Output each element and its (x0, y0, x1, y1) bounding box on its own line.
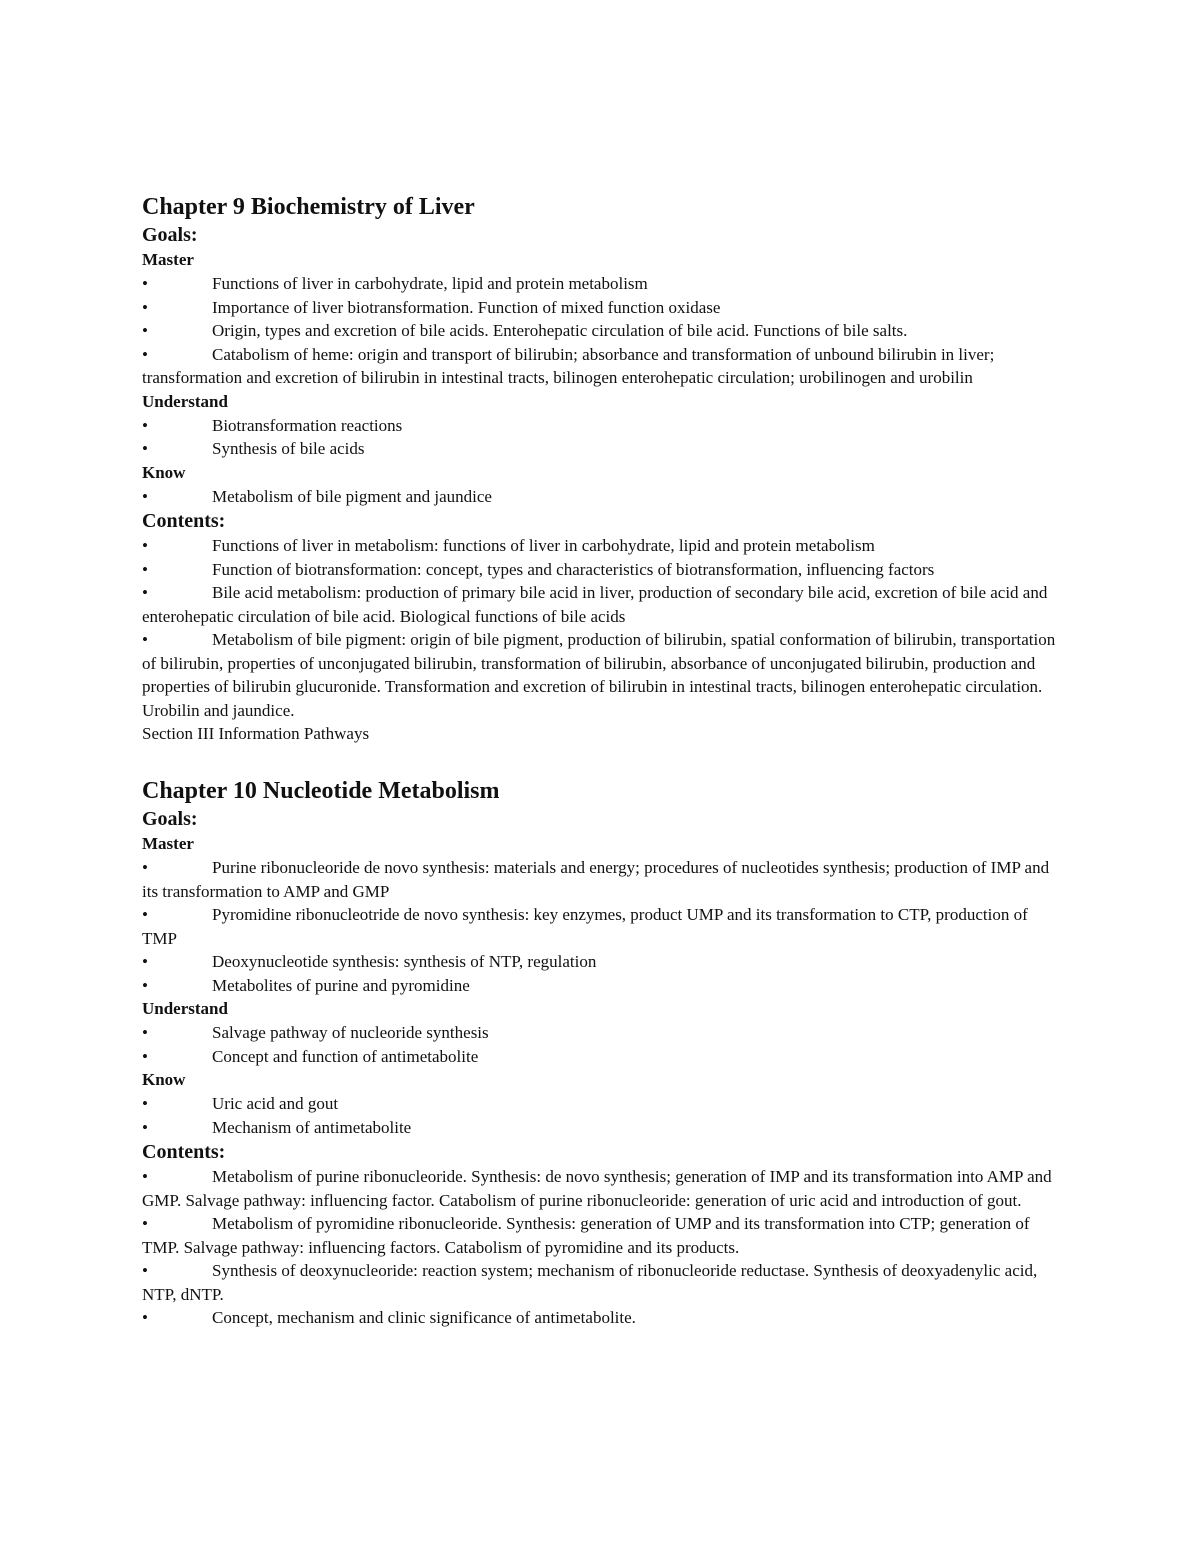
list-item (142, 1092, 1057, 1116)
bullet-icon: • (142, 905, 148, 924)
bullet-icon: • (142, 344, 148, 364)
bullet-icon: • (142, 975, 148, 995)
list-item (142, 974, 1057, 998)
bullet-icon: • (142, 1308, 148, 1327)
chapter-9-master-list (142, 272, 1057, 390)
bullet-icon: • (142, 583, 148, 602)
list-item-text: Metabolism of bile pigment: origin of bile pigment, production of bilirubin, spatial conformation of bilirubin, transportation of bilirubin, properties of unconjugated bilirubin, transformation of bilirubin, absorbance of unconjugated bilirubin, production and properties of bilirubin glucuronide. Transformation and excretion of bilirubin in intestinal tracts, bilinogen enterohepatic circulation. Urobilin and jaundice. (142, 630, 1056, 720)
chapter-10-know-heading: Know (142, 1070, 186, 1089)
list-item (142, 1259, 1057, 1306)
list-item-text: Synthesis of bile acids (212, 439, 365, 458)
list-item (142, 319, 1057, 343)
bullet-icon: • (142, 415, 148, 435)
chapter-10-goals-heading: Goals: (142, 808, 198, 830)
bullet-icon: • (142, 321, 148, 340)
bullet-icon: • (142, 1167, 148, 1186)
list-item (142, 558, 1057, 582)
chapter-9-know-heading: Know (142, 462, 186, 482)
list-item (142, 856, 1057, 903)
list-item (142, 534, 1057, 558)
list-item-text: Importance of liver biotransformation. Function of mixed function oxidase (212, 297, 721, 317)
list-item (142, 1045, 1057, 1069)
bullet-icon: • (142, 439, 148, 458)
list-item-text: Salvage pathway of nucleoride synthesis (212, 1023, 489, 1042)
chapter-10-master-list (142, 856, 1057, 997)
chapter-10-understand-list (142, 1021, 1057, 1068)
list-item (142, 1212, 1057, 1259)
chapter-9-contents-heading: Contents: (142, 510, 226, 532)
list-item-text: Function of biotransformation: concept, types and characteristics of biotransformation, influencing factors (212, 559, 935, 579)
list-item (142, 950, 1057, 974)
list-item (142, 581, 1057, 628)
bullet-icon: • (142, 559, 148, 579)
bullet-icon: • (142, 1023, 148, 1042)
list-item-text: Concept, mechanism and clinic significance of antimetabolite. (212, 1308, 636, 1327)
list-item (142, 1165, 1057, 1212)
chapter-10-title: Chapter 10 Nucleotide Metabolism (142, 778, 500, 804)
list-item-text: Pyromidine ribonucleotride de novo synthesis: key enzymes, product UMP and its transformation to CTP, production of TMP (142, 905, 1028, 948)
list-item-text: Metabolites of purine and pyromidine (212, 975, 470, 995)
list-item (142, 1306, 1057, 1330)
list-item-text: Uric acid and gout (212, 1094, 339, 1113)
bullet-icon: • (142, 1261, 148, 1280)
chapter-9-contents-list (142, 534, 1057, 722)
list-item-text: Functions of liver in metabolism: functions of liver in carbohydrate, lipid and protein metabolism (212, 536, 875, 555)
bullet-icon: • (142, 1094, 148, 1113)
chapter-9-goals-heading: Goals: (142, 224, 198, 246)
list-item (142, 1021, 1057, 1045)
list-item (142, 437, 1057, 461)
list-item-text: Catabolism of heme: origin and transport of bilirubin; absorbance and transformation of unbound bilirubin in liver; transformation and excretion of bilirubin in intestinal tracts, bilinogen enterohepatic circulation; urobilinogen and urobilin (142, 344, 995, 387)
bullet-icon: • (142, 486, 148, 506)
chapter-9-know-list (142, 485, 1057, 509)
list-item-text: Concept and function of antimetabolite (212, 1046, 479, 1066)
bullet-icon: • (142, 1117, 148, 1137)
bullet-icon: • (142, 630, 148, 649)
chapter-10-understand-heading: Understand (142, 999, 228, 1018)
list-item-text: Mechanism of antimetabolite (212, 1117, 412, 1137)
chapter-10-know-list (142, 1092, 1057, 1139)
list-item-text: Metabolism of bile pigment and jaundice (212, 486, 492, 506)
list-item-text: Metabolism of purine ribonucleoride. Synthesis: de novo synthesis; generation of IMP and its transformation into AMP and GMP. Salvage pathway: influencing factor. Catabolism of purine ribonucleoride: generation of uric acid and introduction of gout. (142, 1167, 1052, 1210)
bullet-icon: • (142, 297, 148, 317)
list-item-text: Bile acid metabolism: production of primary bile acid in liver, production of secondary bile acid, excretion of bile acid and enterohepatic circulation of bile acid. Biological functions of bile acids (142, 583, 1048, 626)
list-item-text: Synthesis of deoxynucleoride: reaction system; mechanism of ribonucleoride reductase. Synthesis of deoxyadenylic acid, NTP, dNTP. (142, 1261, 1038, 1304)
list-item (142, 485, 1057, 509)
list-item-text: Deoxynucleotide synthesis: synthesis of NTP, regulation (212, 952, 597, 971)
bullet-icon: • (142, 858, 148, 877)
list-item (142, 414, 1057, 438)
bullet-icon: • (142, 536, 148, 555)
bullet-icon: • (142, 1046, 148, 1066)
list-item-text: Origin, types and excretion of bile acids. Enterohepatic circulation of bile acid. Functions of bile salts. (212, 321, 908, 340)
bullet-icon: • (142, 274, 148, 293)
document-page (142, 190, 1057, 1330)
list-item (142, 628, 1057, 722)
chapter-9-master-heading: Master (142, 250, 194, 269)
list-item (142, 343, 1057, 390)
bullet-icon: • (142, 952, 148, 971)
list-item-text: Biotransformation reactions (212, 415, 403, 435)
list-item (142, 903, 1057, 950)
chapter-9-understand-list (142, 414, 1057, 461)
chapter-10-contents-list (142, 1165, 1057, 1330)
chapter-9-understand-heading: Understand (142, 391, 228, 411)
section-line: Section III Information Pathways (142, 724, 370, 743)
list-item-text: Purine ribonucleoride de novo synthesis: materials and energy; procedures of nucleotides synthesis; production of IMP and its transformation to AMP and GMP (142, 858, 1050, 901)
list-item-text: Functions of liver in carbohydrate, lipid and protein metabolism (212, 274, 648, 293)
list-item (142, 1116, 1057, 1140)
chapter-10-contents-heading: Contents: (142, 1141, 226, 1163)
chapter-10-master-heading: Master (142, 834, 194, 853)
list-item (142, 272, 1057, 296)
list-item (142, 296, 1057, 320)
bullet-icon: • (142, 1214, 148, 1233)
chapter-9-title: Chapter 9 Biochemistry of Liver (142, 194, 475, 220)
list-item-text: Metabolism of pyromidine ribonucleoride. Synthesis: generation of UMP and its transformation into CTP; generation of TMP. Salvage pathway: influencing factors. Catabolism of pyromidine and its products. (142, 1214, 1030, 1257)
